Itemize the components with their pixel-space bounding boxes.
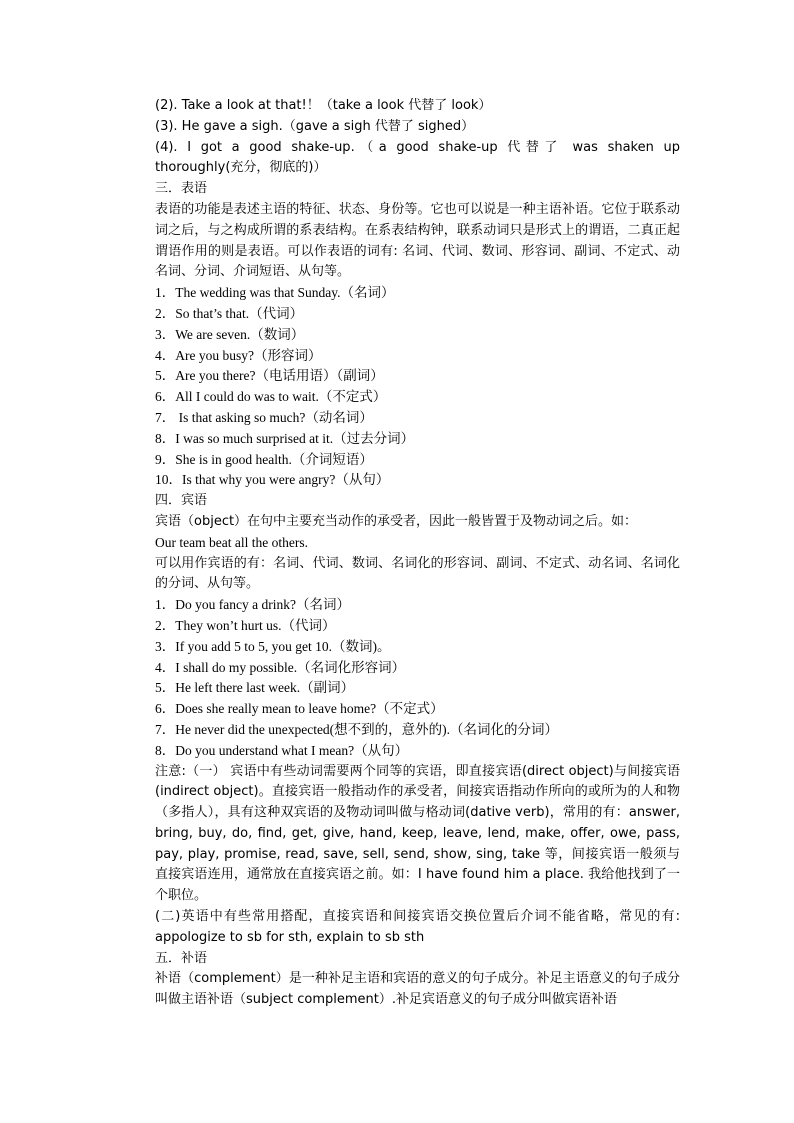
example-line: (2). Take a look at that!！（take a look 代替了 look） [155, 98, 492, 113]
example-line: 5．He left there last week.（副词） [155, 680, 355, 696]
example-line: 8．I was so much surprised at it.（过去分词） [155, 430, 415, 446]
example-line: 1．The wedding was that Sunday.（名词） [155, 285, 395, 301]
section-paragraph: 可以用作宾语的有：名词、代词、数词、名词化的形容词、副词、不定式、动名词、名词化的分词、从句等。 [155, 555, 680, 592]
example-line: 3．If you add 5 to 5, you get 10.（数词)。 [155, 638, 391, 654]
example-line: 5．Are you there?（电话用语）（副词） [155, 368, 384, 384]
section-heading: 四．宾语 [155, 493, 208, 509]
example-line: 7．He never did the unexpected(想不到的，意外的).（名词化的分词） [155, 721, 559, 737]
example-line: 7． Is that asking so much?（动名词） [155, 409, 373, 425]
section-heading: 五．补语 [155, 950, 208, 966]
example-line: 4．I shall do my possible.（名词化形容词） [155, 659, 406, 675]
example-line: 2．So that’s that.（代词） [155, 305, 304, 321]
section-paragraph: 宾语（object）在句中主要充当动作的承受者，因此一般皆置于及物动词之后。如： [155, 513, 638, 529]
example-line: 3．We are seven.（数词） [155, 326, 305, 342]
section-paragraph: 补语（complement）是一种补足主语和宾语的意义的句子成分。补足主语意义的句子成分叫做主语补语（subject complement）.补足宾语意义的句子成分叫做宾语补语 [155, 971, 680, 1008]
section-paragraph: 表语的功能是表述主语的特征、状态、身份等。它也可以说是一种主语补语。它位于联系动词之后，与之构成所谓的系表结构。在系表结构钟，联系动词只是形式上的谓语，二真正起谓语作用的则是表语。可以作表语的词有: 名词、代词、数词、形容词、副词、不定式、动名词、分词、介词短语、从句等。 [155, 201, 680, 280]
example-line: 6．Does she really mean to leave home?（不定式） [155, 701, 444, 717]
example-line: 1．Do you fancy a drink?（名词） [155, 597, 350, 613]
example-line: 10．Is that why you were angry?（从句） [155, 472, 390, 488]
document-page [155, 96, 680, 1011]
example-line: 9．She is in good health.（介词短语） [155, 451, 373, 467]
note-paragraph: (二)英语中有些常用搭配，直接宾语和间接宾语交换位置后介词不能省略，常见的有: appologize to sb for sth, explain to sb sth [155, 909, 680, 945]
example-line: 2．They won’t hurt us.（代词） [155, 617, 336, 633]
example-line: (3). He gave a sigh.（gave a sigh 代替了 sighed） [155, 118, 475, 134]
example-line: (4). I got a good shake-up.（a good shake-up 代替了 was shaken up thoroughly(充分，彻底的)） [155, 139, 680, 176]
example-line: 8．Do you understand what I mean?（从句） [155, 742, 409, 758]
note-paragraph: 注意:（一） 宾语中有些动词需要两个同等的宾语，即直接宾语(direct object)与间接宾语(indirect object)。直接宾语一般指动作的承受者，间接宾语指动作所向的或所为的人和物（多指人），具有这种双宾语的及物动词叫做与格动词(dative verb)，常用的有：answer, bring, buy, do, find, get, give, hand, keep, leave, lend, make, offer, owe, pass, pay, play, promise, read, save, sell, send, show, sing, take 等，间接宾语一般须与直接宾语连用，通常放在直接宾语之前。如：I have found him a place. 我给他找到了一个职位。 [155, 763, 680, 904]
section-heading: 三．表语 [155, 181, 208, 197]
example-line: 4．Are you busy?（形容词） [155, 347, 322, 363]
example-line: 6．All I could do was to wait.（不定式） [155, 389, 387, 405]
example-line: Our team beat all the others. [155, 534, 308, 550]
